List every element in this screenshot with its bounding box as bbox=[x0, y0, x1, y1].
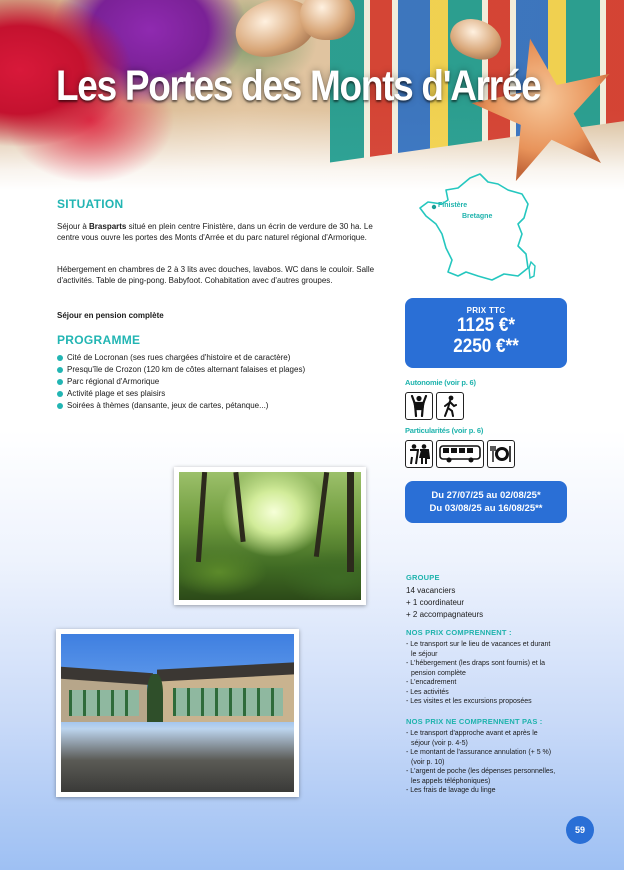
list-item: - Le transport sur le lieu de vacances et durant le séjour bbox=[406, 641, 551, 658]
bullet-icon bbox=[57, 367, 63, 373]
groupe-line: 14 vacanciers bbox=[406, 586, 456, 595]
list-item: - L'encadrement bbox=[406, 679, 457, 686]
situation-text-rest: situé en plein centre Finistère, dans un écrin de verdure de 30 ha. Le centre vous ouvre les portes des Monts d'Arrée et du parc naturel régional d'Armorique. bbox=[57, 222, 373, 242]
accommodation-paragraph: Hébergement en chambres de 2 à 3 lits avec douches, lavabos. WC dans le couloir. Salle d'activités. Table de ping-pong. Babyfoot. Cohabitation avec d'autres groupes. bbox=[57, 265, 375, 285]
forest-image bbox=[179, 472, 361, 600]
comprennent-list bbox=[406, 640, 556, 707]
programme-item-text: Cité de Locronan (ses rues chargées d'histoire et de caractère) bbox=[67, 353, 291, 362]
page-number: 59 bbox=[566, 816, 594, 844]
price-box bbox=[405, 298, 567, 368]
couple-icon bbox=[405, 440, 433, 468]
date-line-1: Du 27/07/25 au 02/08/25* bbox=[431, 490, 541, 501]
bullet-icon bbox=[57, 355, 63, 361]
bus-icon bbox=[436, 440, 484, 468]
programme-item bbox=[57, 388, 305, 400]
ne-comprennent-heading: NOS PRIX NE COMPRENNENT PAS : bbox=[406, 717, 543, 726]
list-item: - L'argent de poche (les dépenses personnelles, les appels téléphoniques) bbox=[406, 768, 556, 785]
situation-town: Brasparts bbox=[89, 222, 127, 231]
programme-item-text: Soirées à thèmes (dansante, jeux de cartes, pétanque...) bbox=[67, 401, 269, 410]
programme-heading: PROGRAMME bbox=[57, 333, 141, 347]
price-heading: PRIX TTC bbox=[466, 306, 506, 315]
list-item: - Les activités bbox=[406, 688, 449, 696]
person-arms-up-icon bbox=[405, 392, 433, 420]
forest-photo bbox=[174, 467, 366, 605]
bullet-icon bbox=[57, 403, 63, 409]
programme-item bbox=[57, 364, 305, 376]
pension-label: Séjour en pension complète bbox=[57, 311, 164, 320]
bullet-icon bbox=[57, 391, 63, 397]
person-walking-icon bbox=[436, 392, 464, 420]
building-image bbox=[61, 634, 294, 792]
programme-list bbox=[57, 352, 305, 412]
hero-banner bbox=[0, 0, 624, 190]
building-photo bbox=[56, 629, 299, 797]
programme-item-text: Presqu'île de Crozon (120 km de côtes alternant falaises et plages) bbox=[67, 365, 306, 374]
situation-paragraph bbox=[57, 221, 382, 243]
seashell-image bbox=[300, 0, 355, 40]
date-line-2: Du 03/08/25 au 16/08/25** bbox=[429, 503, 543, 514]
ne-comprennent-list bbox=[406, 729, 556, 796]
groupe-line: + 2 accompagnateurs bbox=[406, 610, 484, 619]
france-map bbox=[418, 172, 538, 284]
situation-heading: SITUATION bbox=[57, 197, 124, 211]
list-item: - Le montant de l'assurance annulation (+ 5 %) (voir p. 10) bbox=[406, 749, 552, 766]
list-item: - Le transport d'approche avant et après le séjour (voir p. 4-5) bbox=[406, 730, 538, 747]
dates-box bbox=[405, 481, 567, 523]
programme-item-text: Parc régional d'Armorique bbox=[67, 377, 160, 386]
page-title: Les Portes des Monts d'Arrée bbox=[56, 62, 541, 110]
list-item: - Les visites et les excursions proposées bbox=[406, 698, 532, 705]
programme-item-text: Activité plage et ses plaisirs bbox=[67, 389, 166, 398]
list-item: - Les frais de lavage du linge bbox=[406, 787, 496, 794]
list-item: - L'hébergement (les draps sont fournis) et la pension complète bbox=[406, 660, 546, 677]
situation-text-prefix: Séjour à bbox=[57, 222, 90, 231]
bullet-icon bbox=[57, 379, 63, 385]
map-label-bretagne: Bretagne bbox=[462, 213, 493, 220]
programme-item bbox=[57, 400, 305, 412]
groupe-heading: GROUPE bbox=[406, 573, 440, 582]
meal-icon bbox=[487, 440, 515, 468]
groupe-line: + 1 coordinateur bbox=[406, 598, 465, 607]
price-2: 2250 €** bbox=[453, 336, 519, 357]
price-1: 1125 €* bbox=[456, 315, 516, 336]
comprennent-heading: NOS PRIX COMPRENNENT : bbox=[406, 628, 512, 637]
programme-item bbox=[57, 352, 305, 364]
programme-item bbox=[57, 376, 305, 388]
map-label-finistere: Finistère bbox=[438, 202, 468, 209]
autonomie-heading: Autonomie (voir p. 6) bbox=[405, 378, 476, 387]
particularites-heading: Particularités (voir p. 6) bbox=[405, 426, 484, 435]
